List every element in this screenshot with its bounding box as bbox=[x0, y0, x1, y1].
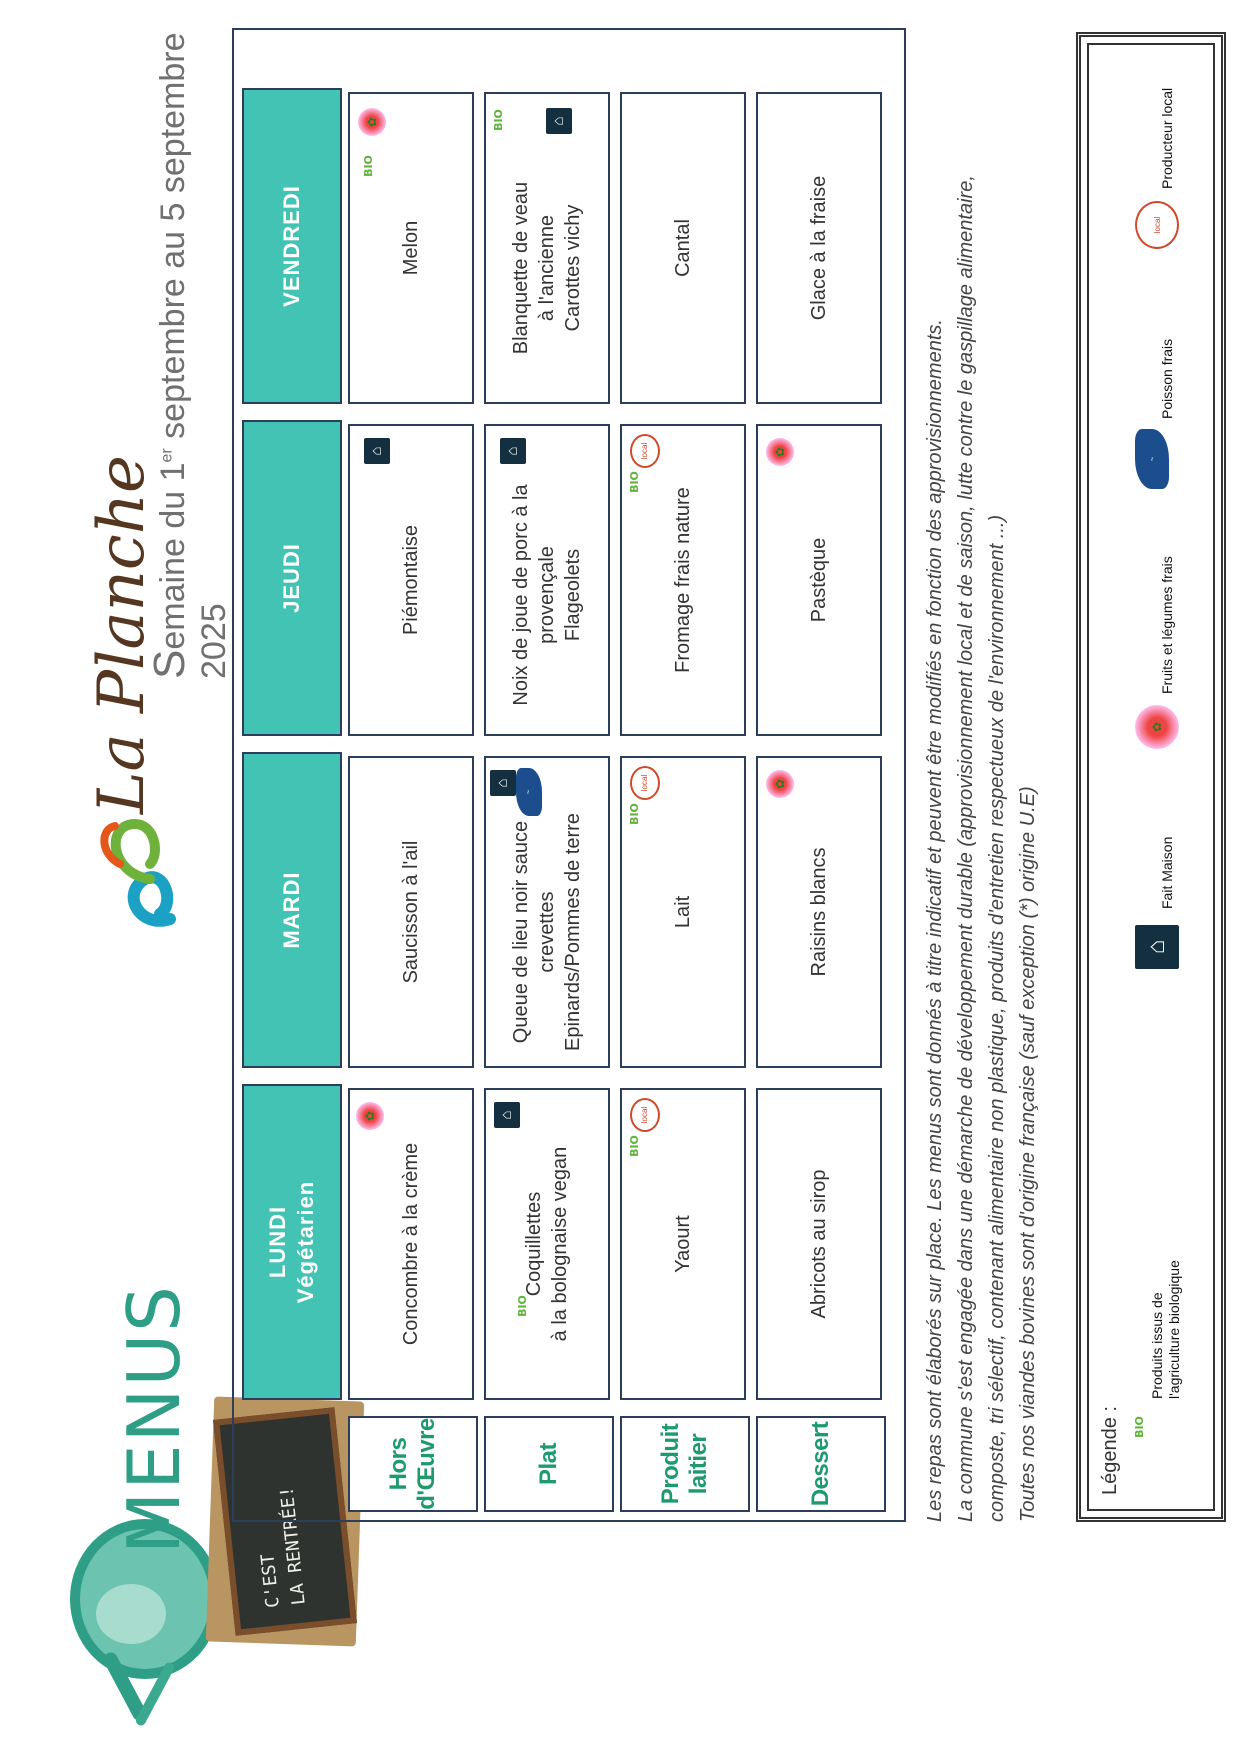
week-suffix: septembre au 5 septembre 2025 bbox=[154, 32, 233, 679]
fruits-legumes-icon: ✿ bbox=[356, 1102, 384, 1130]
row-label-produit-laitier: Produit laitier bbox=[620, 1416, 750, 1512]
menu-cell-jeudi-dessert: Pastèque ✿ bbox=[756, 424, 882, 736]
bio-icon: BIO bbox=[362, 155, 375, 177]
menu-cell-jeudi-plat: Noix de joue de porc à la provençale Flageolets ⌂ bbox=[484, 424, 610, 736]
chalkboard-line-1: C'EST bbox=[257, 1552, 284, 1609]
fait-maison-icon: ⌂ bbox=[494, 1102, 520, 1128]
fait-maison-icon: ⌂ bbox=[500, 438, 526, 464]
legend-box bbox=[1076, 32, 1226, 1522]
week-sup: er bbox=[158, 448, 176, 463]
legend-fish-icon: ~ bbox=[1135, 429, 1169, 489]
fruits-legumes-icon: ✿ bbox=[766, 770, 794, 798]
fait-maison-icon: ⌂ bbox=[546, 108, 572, 134]
menu-cell-mardi-produit-laitier: Lait BIO local bbox=[620, 756, 746, 1068]
legend-bio-icon: BIO bbox=[1133, 1416, 1146, 1438]
day-header-lundi: LUNDI Végétarien bbox=[242, 1084, 342, 1400]
fait-maison-icon: ⌂ bbox=[490, 770, 516, 796]
day-header-jeudi: JEUDI bbox=[242, 420, 342, 736]
legend-item-fait-maison: Fait Maison bbox=[1159, 836, 1175, 909]
legend-item-fruits-legumes: Fruits et légumes frais bbox=[1159, 556, 1175, 694]
note-line-1: Les repas sont élaborés sur place. Les menus sont donnés à titre indicatif et peuvent être modifiés en fonction des approvisionnements. bbox=[924, 319, 946, 1522]
la-planche-logo-icon bbox=[80, 804, 190, 934]
menu-cell-vendredi-produit-laitier: Cantal bbox=[620, 92, 746, 404]
fait-maison-icon: ⌂ bbox=[364, 438, 390, 464]
row-label-hors-doeuvre: Hors d'Œuvre bbox=[348, 1416, 478, 1512]
day-header-vendredi: VENDREDI bbox=[242, 88, 342, 404]
bio-icon: BIO bbox=[492, 109, 505, 131]
menu-cell-lundi-hors-doeuvre: Concombre à la crème ✿ bbox=[348, 1088, 474, 1400]
legend-title: Légende : bbox=[1099, 1406, 1121, 1495]
chalkboard-line-2: LA RENTRÉE! bbox=[276, 1485, 310, 1607]
pan-inner-decoration bbox=[96, 1584, 166, 1644]
menu-cell-vendredi-plat: Blanquette de veau à l'ancienne Carottes vichy BIO ⌂ bbox=[484, 92, 610, 404]
menu-cell-mardi-hors-doeuvre: Saucisson à l'ail bbox=[348, 756, 474, 1068]
row-label-plat: Plat bbox=[484, 1416, 614, 1512]
row-label-dessert: Dessert bbox=[756, 1416, 886, 1512]
day-header-mardi: MARDI bbox=[242, 752, 342, 1068]
menu-cell-jeudi-produit-laitier: Fromage frais nature BIO local bbox=[620, 424, 746, 736]
menu-cell-mardi-plat: Queue de lieu noir sauce crevettes Epinards/Pommes de terre ~ ⌂ bbox=[484, 756, 610, 1068]
week-initial: S bbox=[145, 649, 194, 679]
bio-icon: BIO bbox=[628, 1135, 641, 1157]
menu-cell-lundi-plat: Coquillettes à la bolognaise vegan BIO ⌂ bbox=[484, 1088, 610, 1400]
note-line-3: composte, tri sélectif, contenant alimentaire non plastique, produits d'entretien respectueux de l'environnement ...) bbox=[986, 514, 1008, 1522]
legend-item-bio: Produits issus de l'agriculture biologique bbox=[1149, 1260, 1182, 1399]
legend-fait-maison-icon: ⌂ bbox=[1135, 925, 1179, 969]
bio-icon: BIO bbox=[628, 803, 641, 825]
producteur-local-icon: local bbox=[630, 1098, 660, 1132]
legend-fruits-legumes-icon: ✿ bbox=[1135, 705, 1179, 749]
bio-icon: BIO bbox=[516, 1295, 529, 1317]
bio-icon: BIO bbox=[628, 471, 641, 493]
menu-cell-mardi-dessert: Raisins blancs ✿ bbox=[756, 756, 882, 1068]
menu-cell-vendredi-hors-doeuvre: Melon BIO ✿ bbox=[348, 92, 474, 404]
legend-item-producteur-local: Producteur local bbox=[1159, 87, 1175, 189]
fruits-legumes-icon: ✿ bbox=[358, 108, 386, 136]
week-prefix: emaine du 1 bbox=[154, 462, 192, 650]
menu-cell-vendredi-dessert: Glace à la fraise bbox=[756, 92, 882, 404]
menu-notes bbox=[920, 32, 1044, 1522]
fruits-legumes-icon: ✿ bbox=[766, 438, 794, 466]
note-line-2: La commune s'est engagée dans une démarche de développement durable (approvisionnement local et de saison, lutte contre le gaspillage alimentaire, bbox=[955, 175, 977, 1522]
note-line-4: Toutes nos viandes bovines sont d'origine française (sauf exception (*) origine U.E) bbox=[1017, 786, 1039, 1522]
legend-item-poisson-frais: Poisson frais bbox=[1159, 338, 1175, 419]
brand-name: La Planche bbox=[85, 455, 159, 814]
producteur-local-icon: local bbox=[630, 434, 660, 468]
fish-icon: ~ bbox=[516, 768, 542, 816]
menu-cell-lundi-dessert: Abricots au sirop bbox=[756, 1088, 882, 1400]
week-range bbox=[145, 0, 234, 679]
producteur-local-icon: local bbox=[630, 766, 660, 800]
menus-title: MENUS bbox=[112, 1284, 196, 1554]
menu-cell-lundi-produit-laitier: Yaourt BIO local bbox=[620, 1088, 746, 1400]
legend-producteur-local-icon: local bbox=[1135, 201, 1179, 249]
menu-cell-jeudi-hors-doeuvre: Piémontaise ⌂ bbox=[348, 424, 474, 736]
